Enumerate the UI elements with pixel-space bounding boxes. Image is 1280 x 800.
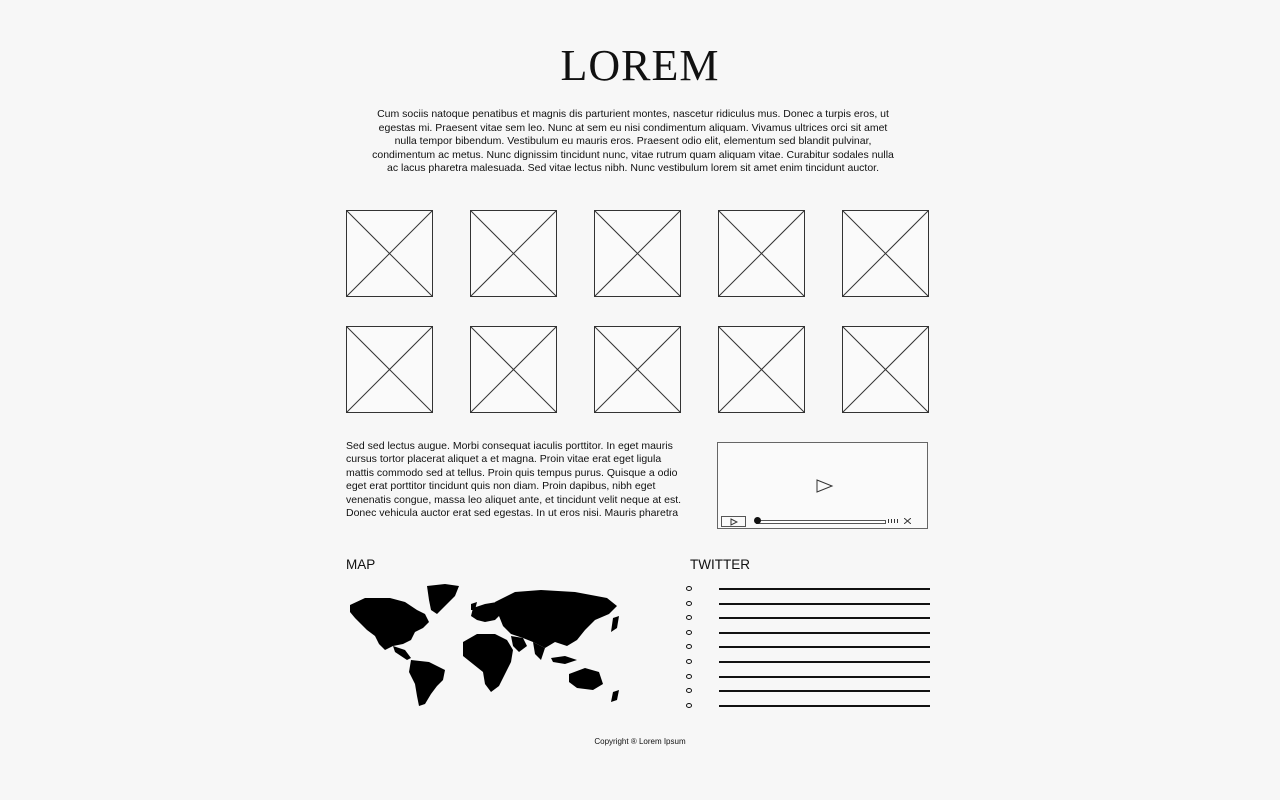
image-gallery xyxy=(346,210,930,415)
tweet-line xyxy=(719,676,930,678)
image-placeholder-icon xyxy=(594,210,681,297)
image-placeholder-icon xyxy=(842,326,929,413)
image-placeholder[interactable] xyxy=(470,210,557,297)
tweet-item[interactable] xyxy=(686,643,930,651)
tweet-item[interactable] xyxy=(686,600,930,608)
bullet-icon xyxy=(686,601,692,606)
bullet-icon xyxy=(686,644,692,649)
image-placeholder-icon xyxy=(470,210,557,297)
fullscreen-icon[interactable] xyxy=(904,518,911,524)
image-placeholder-icon xyxy=(470,326,557,413)
tweet-line xyxy=(719,646,930,648)
image-placeholder[interactable] xyxy=(842,326,929,413)
image-placeholder[interactable] xyxy=(718,326,805,413)
image-placeholder-icon xyxy=(346,326,433,413)
image-placeholder-icon xyxy=(346,210,433,297)
play-icon[interactable] xyxy=(816,479,834,493)
tweet-line xyxy=(719,632,930,634)
image-placeholder[interactable] xyxy=(594,210,681,297)
map-heading: MAP xyxy=(346,557,376,572)
copyright-text: Copyright ® Lorem Ipsum xyxy=(594,737,686,746)
bullet-icon xyxy=(686,659,692,664)
image-placeholder-icon xyxy=(842,210,929,297)
volume-icon[interactable] xyxy=(888,518,900,524)
bullet-icon xyxy=(686,688,692,693)
image-placeholder-icon xyxy=(718,210,805,297)
image-placeholder[interactable] xyxy=(594,326,681,413)
image-placeholder[interactable] xyxy=(718,210,805,297)
intro-paragraph: Cum sociis natoque penatibus et magnis dis parturient montes, nascetur ridiculus mus. Donec a turpis eros, ut egestas mi. Praesent vitae sem leo. Nunc at sem eu nisi condimentum aliquam. Vivamus ultrices orci sit amet nulla tempor bibendum. Vestibulum eu mauris eros. Praesent odio elit, elementum sed blandit pulvinar, condimentum ac metus. Nunc dignissim tincidunt nunc, vitae rutrum quam aliquam vitae. Curabitur sodales nulla ac lacus pharetra malesuada. Sed vitae lectus nibh. Nunc vestibulum lorem sit amet enim tincidunt auctor. xyxy=(372,108,894,175)
page-title: LOREM xyxy=(560,41,720,90)
tweet-line xyxy=(719,617,930,619)
tweet-item[interactable] xyxy=(686,585,930,593)
tweet-item[interactable] xyxy=(686,629,930,637)
image-placeholder-icon xyxy=(718,326,805,413)
tweet-line xyxy=(719,690,930,692)
tweet-line xyxy=(719,705,930,707)
play-button[interactable] xyxy=(721,516,746,527)
video-player[interactable] xyxy=(717,442,928,529)
world-map-icon[interactable] xyxy=(345,580,625,710)
tweet-item[interactable] xyxy=(686,702,930,710)
content-paragraph: Sed sed lectus augue. Morbi consequat iaculis porttitor. In eget mauris cursus tortor placerat aliquet a et magna. Proin vitae erat eget ligula mattis commodo sed at tellus. Proin quis tempus purus. Quisque a odio eget erat porttitor tincidunt quis non diam. Proin dapibus, nibh eget venenatis congue, massa leo aliquet ante, et tincidunt velit neque at est. Donec vehicula auctor erat sed egestas. In ut eros nisi. Mauris pharetra xyxy=(346,440,682,520)
image-placeholder[interactable] xyxy=(346,326,433,413)
tweet-line xyxy=(719,603,930,605)
twitter-heading: TWITTER xyxy=(690,557,750,572)
tweet-item[interactable] xyxy=(686,658,930,666)
bullet-icon xyxy=(686,630,692,635)
bullet-icon xyxy=(686,615,692,620)
tweet-line xyxy=(719,588,930,590)
tweet-item[interactable] xyxy=(686,687,930,695)
bullet-icon xyxy=(686,674,692,679)
bullet-icon xyxy=(686,586,692,591)
play-small-icon xyxy=(730,518,738,526)
tweet-line xyxy=(719,661,930,663)
video-progress-bar[interactable] xyxy=(756,520,886,524)
bullet-icon xyxy=(686,703,692,708)
image-placeholder[interactable] xyxy=(346,210,433,297)
image-placeholder-icon xyxy=(594,326,681,413)
video-progress-handle[interactable] xyxy=(754,517,761,524)
image-placeholder[interactable] xyxy=(842,210,929,297)
tweet-item[interactable] xyxy=(686,614,930,622)
image-placeholder[interactable] xyxy=(470,326,557,413)
tweet-item[interactable] xyxy=(686,673,930,681)
